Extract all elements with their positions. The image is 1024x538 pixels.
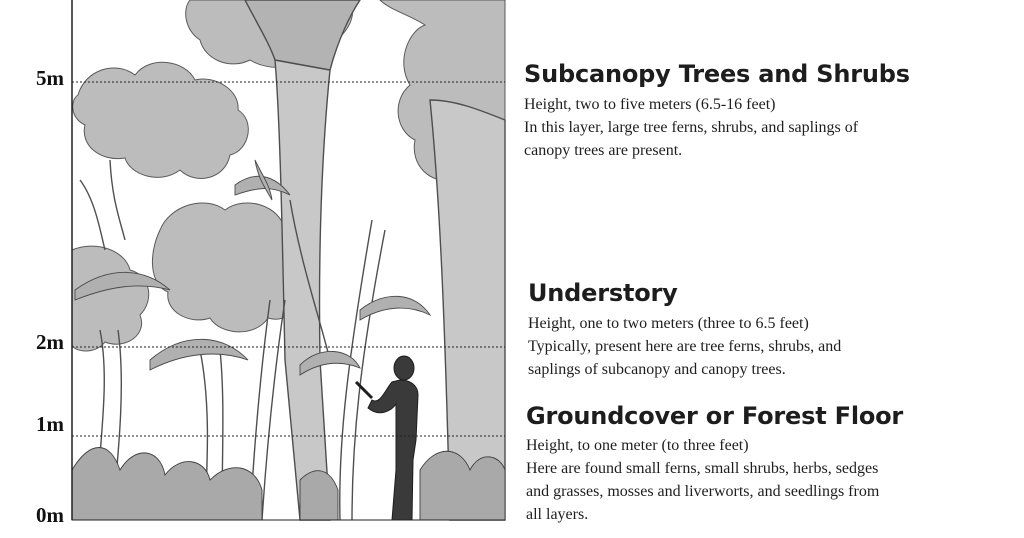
layer-description-line: canopy trees are present. <box>524 142 683 159</box>
layer-description-line: all layers. <box>526 506 589 523</box>
person-figure <box>356 356 418 520</box>
layer-understory <box>524 279 1024 381</box>
layer-height: Height, one to two meters (three to 6.5 feet) <box>528 315 809 332</box>
layer-description-line: Here are found small ferns, small shrubs, herbs, sedges <box>526 460 879 477</box>
layer-description-line: saplings of subcanopy and canopy trees. <box>528 361 786 378</box>
layer-groundcover <box>524 402 1024 526</box>
layer-description-line: and grasses, mosses and liverworts, and seedlings from <box>526 483 880 500</box>
scale-label-0m: 0m <box>36 503 64 527</box>
scale-label-2m: 2m <box>36 330 64 354</box>
layer-subcanopy <box>524 60 1024 162</box>
layer-description-line: Typically, present here are tree ferns, shrubs, and <box>528 338 842 355</box>
layer-heading: Groundcover or Forest Floor <box>526 402 904 430</box>
layer-heading: Understory <box>528 279 678 307</box>
layer-height: Height, to one meter (to three feet) <box>526 437 749 454</box>
ground-plants <box>72 448 505 521</box>
layer-description-line: In this layer, large tree ferns, shrubs, and saplings of <box>524 119 859 136</box>
scale-label-1m: 1m <box>36 412 64 436</box>
layer-descriptions <box>524 0 1024 533</box>
layer-height: Height, two to five meters (6.5-16 feet) <box>524 96 776 113</box>
layer-heading: Subcanopy Trees and Shrubs <box>524 60 910 88</box>
scale-label-5m: 5m <box>36 66 64 90</box>
